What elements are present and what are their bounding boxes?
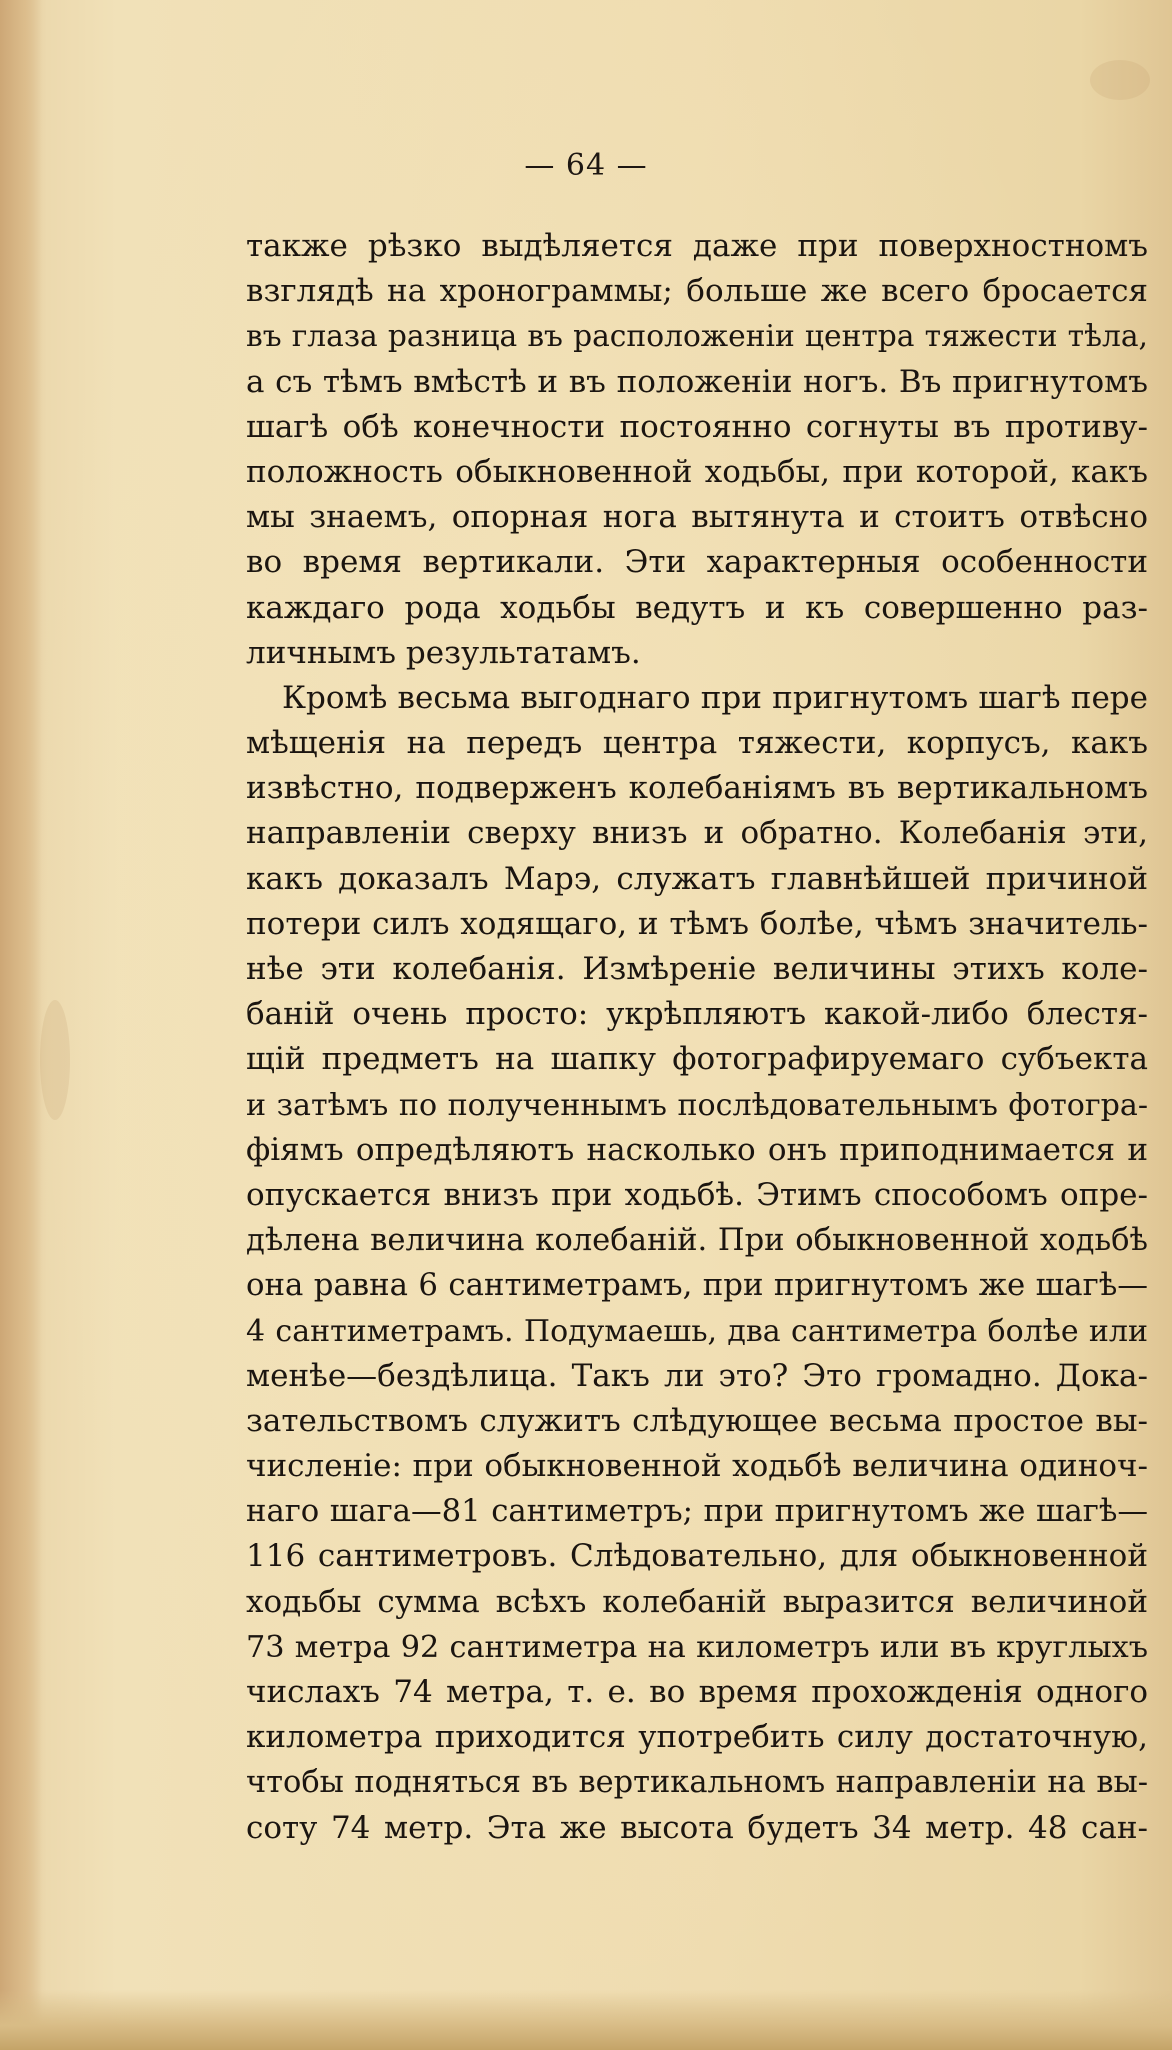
text-line: какъ доказалъ Марэ, служатъ главнѣйшей причиной (246, 860, 1148, 897)
text-line: личнымъ результатамъ. (246, 634, 641, 671)
text-line: зательствомъ служитъ слѣдующее весьма простое вы- (246, 1402, 1148, 1439)
text-line: направленiи сверху внизъ и обратно. Колебанiя эти, (246, 815, 1148, 852)
text-line: каждаго рода ходьбы ведутъ и къ совершенно раз- (246, 589, 1148, 626)
page-edge-shadow (0, 0, 42, 2050)
text-line: нѣе эти колебанiя. Измѣренiе величины этихъ коле- (246, 951, 1148, 987)
paper-stain (40, 1000, 70, 1120)
text-line: а съ тѣмъ вмѣстѣ и въ положенiи ногъ. Въ пригнутомъ (246, 363, 1148, 400)
text-line: числахъ 74 метра, т. е. во время прохожденiя одного (246, 1674, 1148, 1710)
text-line: она равна 6 сантиметрамъ, при пригнутомъ же шагѣ— (246, 1267, 1148, 1304)
paper-stain (1090, 60, 1150, 100)
text-line: щiй предметъ на шапку фотографируемаго субъекта (246, 1041, 1148, 1078)
text-line: километра приходится употребить силу достаточную, (246, 1719, 1148, 1756)
text-line: въ глаза разница въ расположенiи центра тяжести тѣла, (246, 319, 1148, 355)
text-line: взглядѣ на хронограммы; больше же всего бросается (246, 273, 1148, 310)
text-line: извѣстно, подверженъ колебанiямъ въ вертикальномъ (246, 770, 1148, 807)
text-line: мѣщенiя на передъ центра тяжести, корпусъ, какъ (246, 725, 1148, 762)
text-line: также рѣзко выдѣляется даже при поверхностномъ (246, 228, 1148, 264)
text-line: численiе: при обыкновенной ходьбѣ величина одиноч- (246, 1448, 1148, 1485)
text-line: соту 74 метр. Эта же высота будетъ 34 метр. 48 сан- (246, 1809, 1148, 1846)
text-line: 4 сантиметрамъ. Подумаешь, два сантиметра болѣе или (246, 1313, 1148, 1349)
text-line: дѣлена величина колебанiй. При обыкновенной ходьбѣ (246, 1223, 1148, 1259)
paragraph-start-line: Кромѣ весьма выгоднаго при пригнутомъ шагѣ пере (282, 679, 1148, 716)
text-line: 116 сантиметровъ. Слѣдовательно, для обыкновенной (246, 1538, 1148, 1575)
text-line: шагѣ обѣ конечности постоянно согнуты въ противу- (246, 408, 1148, 445)
text-line: наго шага—81 сантиметръ; при пригнутомъ же шагѣ— (246, 1494, 1148, 1530)
text-line: потери силъ ходящаго, и тѣмъ болѣе, чѣмъ значитель- (246, 905, 1148, 942)
page-number: — 64 — (524, 148, 648, 183)
text-line: чтобы подняться въ вертикальномъ направленiи на вы- (246, 1765, 1148, 1801)
page-bottom-shadow (0, 1990, 1172, 2050)
text-line: банiй очень просто: укрѣпляютъ какой-либо блестя- (246, 996, 1148, 1033)
text-line: опускается внизъ при ходьбѣ. Этимъ способомъ опре- (246, 1176, 1148, 1213)
text-line: мы знаемъ, опорная нога вытянута и стоитъ отвѣсно (246, 499, 1148, 536)
text-line: положность обыкновенной ходьбы, при которой, какъ (246, 453, 1148, 490)
text-line: и затѣмъ по полученнымъ послѣдовательнымъ фотогра- (246, 1087, 1148, 1123)
text-line: во время вертикали. Эти характерныя особенности (246, 544, 1148, 581)
text-line: 73 метра 92 сантиметра на километръ или въ круглыхъ (246, 1629, 1148, 1665)
text-line: менѣе—бездѣлица. Такъ ли это? Это громадно. Дока- (246, 1357, 1148, 1394)
text-line: ходьбы сумма всѣхъ колебанiй выразится величиной (246, 1583, 1148, 1620)
body-text (246, 224, 1148, 1851)
text-line: фiямъ опредѣляютъ насколько онъ приподнимается и (246, 1131, 1148, 1168)
